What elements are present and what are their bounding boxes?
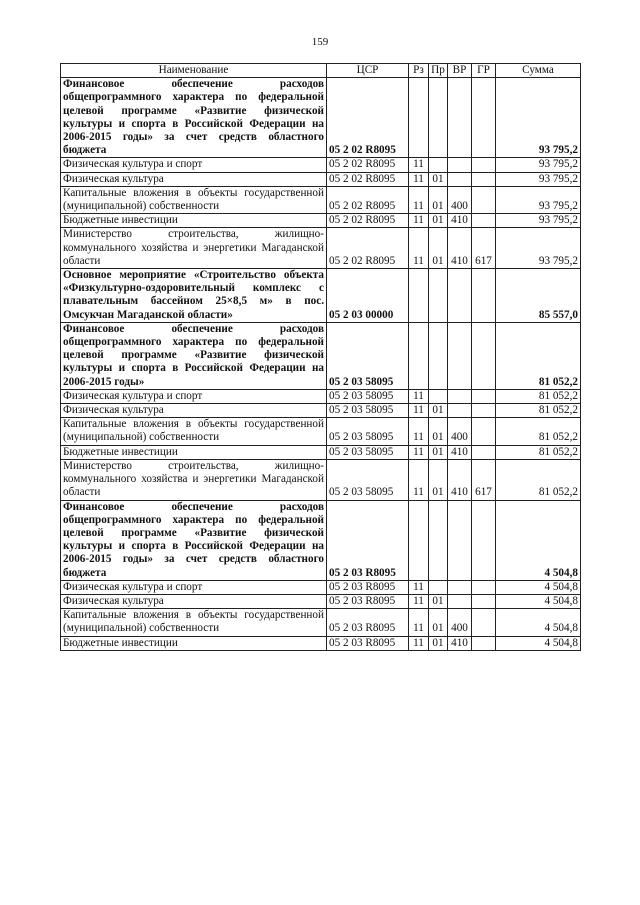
cell-sum: 81 052,2 bbox=[496, 404, 581, 418]
cell-vr: 410 bbox=[448, 228, 472, 269]
cell-name: Финансовое обеспечение расходов общепрограммного характера по федеральной целевой программе «Развитие физической культуры и спорта в Российской Федерации на 2006-2015 годы» за счет средств областного бюджета bbox=[61, 500, 327, 580]
cell-pr bbox=[429, 78, 448, 158]
cell-name: Капитальные вложения в объекты государственной (муниципальной) собственности bbox=[61, 418, 327, 445]
cell-vr: 410 bbox=[448, 445, 472, 459]
cell-sum: 4 504,8 bbox=[496, 636, 581, 650]
cell-pr bbox=[429, 580, 448, 594]
cell-gr bbox=[472, 636, 496, 650]
header-vr: ВР bbox=[448, 64, 472, 78]
cell-rz: 11 bbox=[409, 459, 429, 500]
cell-rz: 11 bbox=[409, 636, 429, 650]
cell-gr bbox=[472, 78, 496, 158]
cell-gr bbox=[472, 269, 496, 323]
table-row bbox=[61, 459, 581, 500]
cell-csr: 05 2 03 58095 bbox=[327, 445, 409, 459]
header-name: Наименование bbox=[61, 64, 327, 78]
cell-rz bbox=[409, 269, 429, 323]
cell-vr bbox=[448, 78, 472, 158]
cell-rz: 11 bbox=[409, 228, 429, 269]
cell-name: Физическая культура и спорт bbox=[61, 158, 327, 172]
cell-name: Финансовое обеспечение расходов общепрограммного характера по федеральной целевой программе «Развитие физической культуры и спорта в Российской Федерации на 2006-2015 годы» bbox=[61, 322, 327, 389]
cell-pr: 01 bbox=[429, 418, 448, 445]
cell-pr bbox=[429, 269, 448, 323]
cell-csr: 05 2 03 R8095 bbox=[327, 500, 409, 580]
table-header bbox=[61, 64, 581, 78]
cell-csr: 05 2 02 R8095 bbox=[327, 172, 409, 186]
cell-rz: 11 bbox=[409, 609, 429, 636]
cell-sum: 81 052,2 bbox=[496, 389, 581, 403]
cell-gr bbox=[472, 322, 496, 389]
cell-gr bbox=[472, 418, 496, 445]
cell-name: Физическая культура и спорт bbox=[61, 580, 327, 594]
cell-pr bbox=[429, 389, 448, 403]
table-body bbox=[61, 78, 581, 651]
cell-gr bbox=[472, 158, 496, 172]
cell-gr bbox=[472, 500, 496, 580]
table-row bbox=[61, 580, 581, 594]
cell-rz: 11 bbox=[409, 186, 429, 213]
cell-name: Физическая культура bbox=[61, 172, 327, 186]
cell-vr: 410 bbox=[448, 636, 472, 650]
table-row bbox=[61, 228, 581, 269]
cell-csr: 05 2 02 R8095 bbox=[327, 158, 409, 172]
cell-rz: 11 bbox=[409, 172, 429, 186]
cell-rz: 11 bbox=[409, 389, 429, 403]
cell-vr bbox=[448, 580, 472, 594]
table-row bbox=[61, 500, 581, 580]
table-row bbox=[61, 269, 581, 323]
cell-pr: 01 bbox=[429, 445, 448, 459]
cell-gr bbox=[472, 580, 496, 594]
cell-pr: 01 bbox=[429, 214, 448, 228]
cell-sum: 4 504,8 bbox=[496, 594, 581, 608]
header-rz: Рз bbox=[409, 64, 429, 78]
table-row bbox=[61, 404, 581, 418]
table-row bbox=[61, 636, 581, 650]
cell-name: Капитальные вложения в объекты государственной (муниципальной) собственности bbox=[61, 609, 327, 636]
cell-pr: 01 bbox=[429, 594, 448, 608]
cell-name: Бюджетные инвестиции bbox=[61, 636, 327, 650]
cell-sum: 4 504,8 bbox=[496, 500, 581, 580]
cell-vr bbox=[448, 322, 472, 389]
cell-csr: 05 2 03 58095 bbox=[327, 404, 409, 418]
cell-pr bbox=[429, 500, 448, 580]
table-row bbox=[61, 609, 581, 636]
cell-gr: 617 bbox=[472, 459, 496, 500]
cell-name: Финансовое обеспечение расходов общепрограммного характера по федеральной целевой программе «Развитие физической культуры и спорта в Российской Федерации на 2006-2015 годы» за счет средств областного бюджета bbox=[61, 78, 327, 158]
cell-vr bbox=[448, 269, 472, 323]
cell-rz: 11 bbox=[409, 445, 429, 459]
cell-csr: 05 2 03 00000 bbox=[327, 269, 409, 323]
table-row bbox=[61, 172, 581, 186]
cell-gr bbox=[472, 172, 496, 186]
cell-name: Физическая культура и спорт bbox=[61, 389, 327, 403]
cell-sum: 93 795,2 bbox=[496, 214, 581, 228]
cell-gr bbox=[472, 445, 496, 459]
cell-gr bbox=[472, 186, 496, 213]
cell-rz: 11 bbox=[409, 580, 429, 594]
cell-sum: 93 795,2 bbox=[496, 158, 581, 172]
cell-name: Физическая культура bbox=[61, 594, 327, 608]
table-row bbox=[61, 78, 581, 158]
cell-csr: 05 2 03 58095 bbox=[327, 322, 409, 389]
table-row bbox=[61, 389, 581, 403]
cell-pr: 01 bbox=[429, 636, 448, 650]
table-row bbox=[61, 214, 581, 228]
cell-csr: 05 2 02 R8095 bbox=[327, 78, 409, 158]
cell-sum: 93 795,2 bbox=[496, 172, 581, 186]
cell-csr: 05 2 02 R8095 bbox=[327, 214, 409, 228]
cell-name: Капитальные вложения в объекты государственной (муниципальной) собственности bbox=[61, 186, 327, 213]
cell-sum: 4 504,8 bbox=[496, 580, 581, 594]
cell-rz: 11 bbox=[409, 404, 429, 418]
cell-vr bbox=[448, 594, 472, 608]
cell-pr: 01 bbox=[429, 228, 448, 269]
cell-name: Физическая культура bbox=[61, 404, 327, 418]
cell-vr: 410 bbox=[448, 214, 472, 228]
cell-sum: 81 052,2 bbox=[496, 418, 581, 445]
cell-pr bbox=[429, 158, 448, 172]
cell-sum: 4 504,8 bbox=[496, 609, 581, 636]
budget-table bbox=[60, 63, 581, 651]
cell-rz bbox=[409, 78, 429, 158]
cell-csr: 05 2 03 58095 bbox=[327, 389, 409, 403]
header-sum: Сумма bbox=[496, 64, 581, 78]
cell-name: Основное мероприятие «Строительство объекта «Физкультурно-оздоровительный комплекс с плавательным бассейном 25×8,5 м» в пос. Омсукчан Магаданской области» bbox=[61, 269, 327, 323]
cell-gr bbox=[472, 389, 496, 403]
cell-csr: 05 2 03 R8095 bbox=[327, 609, 409, 636]
cell-gr bbox=[472, 404, 496, 418]
cell-csr: 05 2 03 R8095 bbox=[327, 594, 409, 608]
cell-gr: 617 bbox=[472, 228, 496, 269]
cell-csr: 05 2 03 58095 bbox=[327, 418, 409, 445]
cell-vr: 400 bbox=[448, 418, 472, 445]
header-gr: ГР bbox=[472, 64, 496, 78]
cell-gr bbox=[472, 609, 496, 636]
cell-sum: 85 557,0 bbox=[496, 269, 581, 323]
cell-csr: 05 2 02 R8095 bbox=[327, 228, 409, 269]
cell-name: Бюджетные инвестиции bbox=[61, 214, 327, 228]
cell-rz: 11 bbox=[409, 594, 429, 608]
cell-name: Бюджетные инвестиции bbox=[61, 445, 327, 459]
cell-vr bbox=[448, 172, 472, 186]
cell-sum: 81 052,2 bbox=[496, 445, 581, 459]
cell-vr: 400 bbox=[448, 609, 472, 636]
cell-vr bbox=[448, 389, 472, 403]
cell-rz: 11 bbox=[409, 418, 429, 445]
table-row bbox=[61, 186, 581, 213]
cell-rz bbox=[409, 500, 429, 580]
cell-rz: 11 bbox=[409, 214, 429, 228]
cell-sum: 93 795,2 bbox=[496, 228, 581, 269]
table-row bbox=[61, 418, 581, 445]
cell-csr: 05 2 02 R8095 bbox=[327, 186, 409, 213]
cell-vr bbox=[448, 158, 472, 172]
cell-name: Министерство строительства, жилищно-коммунального хозяйства и энергетики Магаданской области bbox=[61, 228, 327, 269]
cell-rz: 11 bbox=[409, 158, 429, 172]
cell-name: Министерство строительства, жилищно-коммунального хозяйства и энергетики Магаданской области bbox=[61, 459, 327, 500]
cell-sum: 93 795,2 bbox=[496, 78, 581, 158]
cell-csr: 05 2 03 R8095 bbox=[327, 636, 409, 650]
header-pr: Пр bbox=[429, 64, 448, 78]
cell-vr bbox=[448, 500, 472, 580]
cell-pr: 01 bbox=[429, 172, 448, 186]
table-row bbox=[61, 594, 581, 608]
cell-pr: 01 bbox=[429, 404, 448, 418]
cell-sum: 81 052,2 bbox=[496, 459, 581, 500]
cell-sum: 93 795,2 bbox=[496, 186, 581, 213]
cell-sum: 81 052,2 bbox=[496, 322, 581, 389]
cell-vr: 400 bbox=[448, 186, 472, 213]
cell-pr: 01 bbox=[429, 186, 448, 213]
cell-vr bbox=[448, 404, 472, 418]
table-row bbox=[61, 158, 581, 172]
header-csr: ЦСР bbox=[327, 64, 409, 78]
cell-pr bbox=[429, 322, 448, 389]
cell-csr: 05 2 03 R8095 bbox=[327, 580, 409, 594]
cell-csr: 05 2 03 58095 bbox=[327, 459, 409, 500]
page-number: 159 bbox=[311, 36, 329, 48]
cell-pr: 01 bbox=[429, 609, 448, 636]
cell-pr: 01 bbox=[429, 459, 448, 500]
table-row bbox=[61, 445, 581, 459]
cell-gr bbox=[472, 214, 496, 228]
cell-gr bbox=[472, 594, 496, 608]
cell-rz bbox=[409, 322, 429, 389]
table-row bbox=[61, 322, 581, 389]
cell-vr: 410 bbox=[448, 459, 472, 500]
